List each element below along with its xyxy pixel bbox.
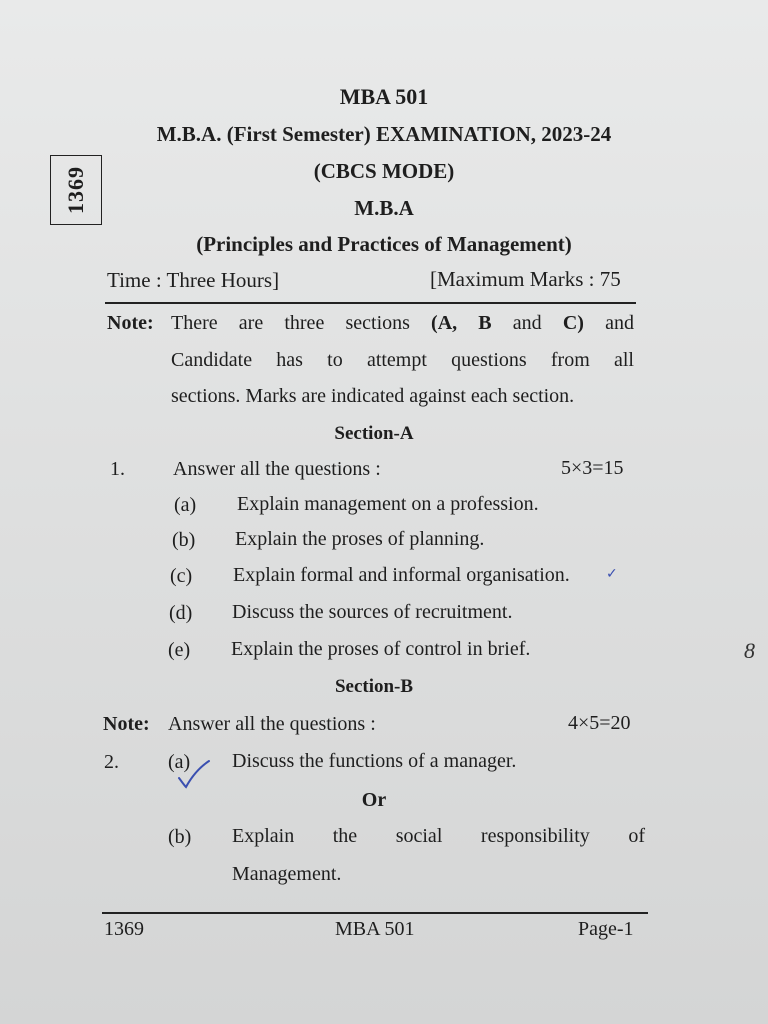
question-2a-label: (a) [168,751,191,773]
item-c-label: (c) [170,565,193,587]
paper-code: MBA 501 [339,84,429,109]
section-b-marks: 4×5=20 [568,712,631,734]
roll-code: 1369 [63,166,88,214]
item-e-label: (e) [168,639,191,661]
footer-divider [102,912,648,914]
note-line-1: There are three sections (A, B and C) and [171,312,634,334]
footer-paper-code: MBA 501 [335,918,415,940]
time-label: Time : Three Hours] [107,268,280,292]
question-1-instruction: Answer all the questions : [173,458,381,480]
exam-mode: (CBCS MODE) [313,159,455,183]
item-d-label: (d) [169,602,193,624]
subject-name: (Principles and Practices of Management) [196,232,572,256]
exam-title: M.B.A. (First Semester) EXAMINATION, 2023-24 [156,122,612,146]
section-a-title: Section-A [334,423,414,444]
section-b-title: Section-B [334,676,414,697]
or-separator: Or [361,789,387,811]
question-2a-text: Discuss the functions of a manager. [232,750,517,772]
section-b-instruction: Answer all the questions : [168,713,376,735]
item-a-label: (a) [174,494,197,516]
note-line-3: sections. Marks are indicated against each section. [171,385,575,407]
note-label: Note: [107,312,154,334]
margin-mark: 8 [744,638,755,663]
item-c-text: Explain formal and informal organisation. [233,564,570,586]
question-2b-line-1: Explain the social responsibility of [232,825,645,847]
question-2b-line-2: Management. [232,863,342,885]
pen-tick-icon: ✓ [606,566,618,582]
item-d-text: Discuss the sources of recruitment. [232,601,513,623]
question-1-marks: 5×3=15 [561,457,624,479]
item-b-label: (b) [172,529,196,551]
footer-code: 1369 [104,918,144,940]
question-2-number: 2. [104,751,119,773]
roll-code-box [50,155,102,225]
header-divider [105,302,636,304]
pen-check-icon [176,758,212,790]
section-b-note-label: Note: [103,713,150,735]
max-marks: [Maximum Marks : 75 [430,267,621,291]
question-2b-label: (b) [168,826,192,848]
course-name: M.B.A [354,196,414,220]
item-a-text: Explain management on a profession. [237,493,539,515]
footer-page-number: Page-1 [578,918,634,940]
question-1-number: 1. [110,458,125,480]
note-line-2: Candidate has to attempt questions from all [171,349,634,371]
item-b-text: Explain the proses of planning. [235,528,485,550]
item-e-text: Explain the proses of control in brief. [231,638,531,660]
